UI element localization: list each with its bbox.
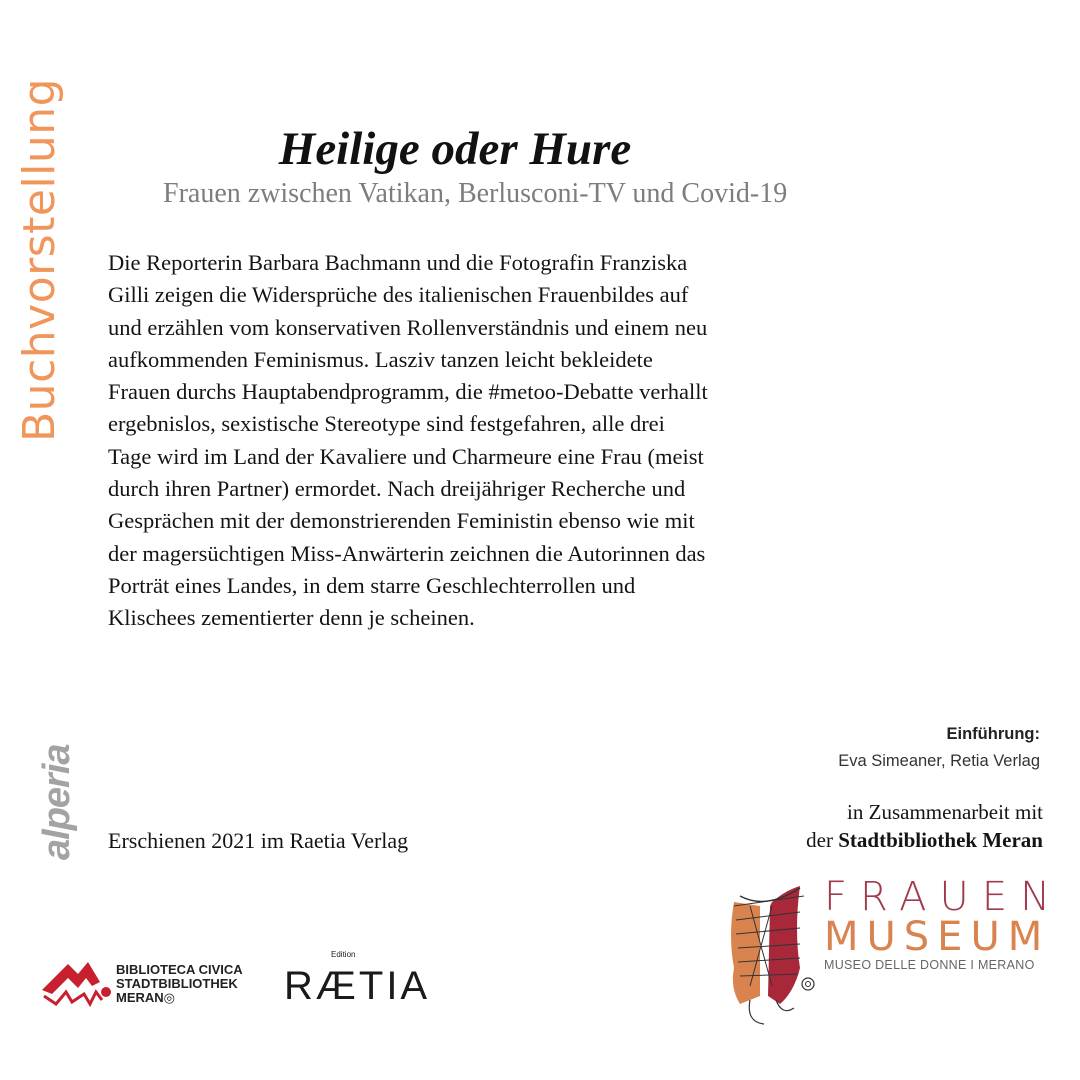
raetia-logo-word: RÆTIA — [284, 964, 431, 1008]
cooperation-partner: Stadtbibliothek Meran — [838, 828, 1043, 852]
library-line3: MERAN◎ — [116, 990, 176, 1005]
event-subtitle: Frauen zwischen Vatikan, Berlusconi-TV und Covid-19 — [163, 178, 788, 209]
cooperation-line2 — [806, 826, 1043, 854]
library-line1: BIBLIOTECA CIVICA — [116, 962, 243, 977]
corset-icon — [720, 876, 820, 1028]
introduction-label: Einführung: — [946, 725, 1040, 743]
cooperation-note — [806, 798, 1043, 854]
event-title: Heilige oder Hure — [278, 123, 632, 175]
introduction-name: Eva Simeaner, Retia Verlag — [838, 752, 1040, 770]
library-line2: STADTBIBLIOTHEK — [116, 976, 238, 991]
museum-logo-word2: MUSEUM — [824, 914, 1051, 960]
side-label-buchvorstellung: Buchvorstellung — [14, 77, 65, 442]
museum-logo-subtitle: MUSEO DELLE DONNE I MERANO — [824, 958, 1035, 972]
book-description — [108, 247, 708, 635]
cooperation-line1: in Zusammenarbeit mit — [847, 800, 1043, 824]
library-logo-text — [116, 963, 243, 1005]
description-text: Die Reporterin Barbara Bachmann und die Fotografin Franziska Gilli zeigen die Widersprüche des italienischen Frauenbildes auf und erzählen vom konservativen Rollenverständnis und einem neu aufkommenden Feminismus. Lasziv tanzen leicht bekleidete Frauen durchs Hauptabendprogramm, die #metoo-Debatte verhallt ergebnislos, sexistische Stereotype sind festgefahren, alle drei Tage wird im Land der Kavaliere und Charmeure eine Frau (meist durch ihren Partner) ermordet. Nach dreijähriger Recherche und Gesprächen mit der demonstrierenden Feministin ebenso wie mit der magersüchtigen Miss-Anwärterin zeichnen die Autorinnen das Porträt eines Landes, in dem starre Geschlechterrollen und Klischees zementierter denn je scheinen. — [108, 250, 708, 631]
publication-info: Erschienen 2021 im Raetia Verlag — [108, 828, 409, 853]
cooperation-prefix: der — [806, 828, 839, 852]
raetia-edition-label: Edition — [331, 950, 356, 959]
sponsor-logo-alperia: alperia — [36, 744, 78, 860]
museum-logo-word1: FRAUEN — [824, 874, 1064, 920]
